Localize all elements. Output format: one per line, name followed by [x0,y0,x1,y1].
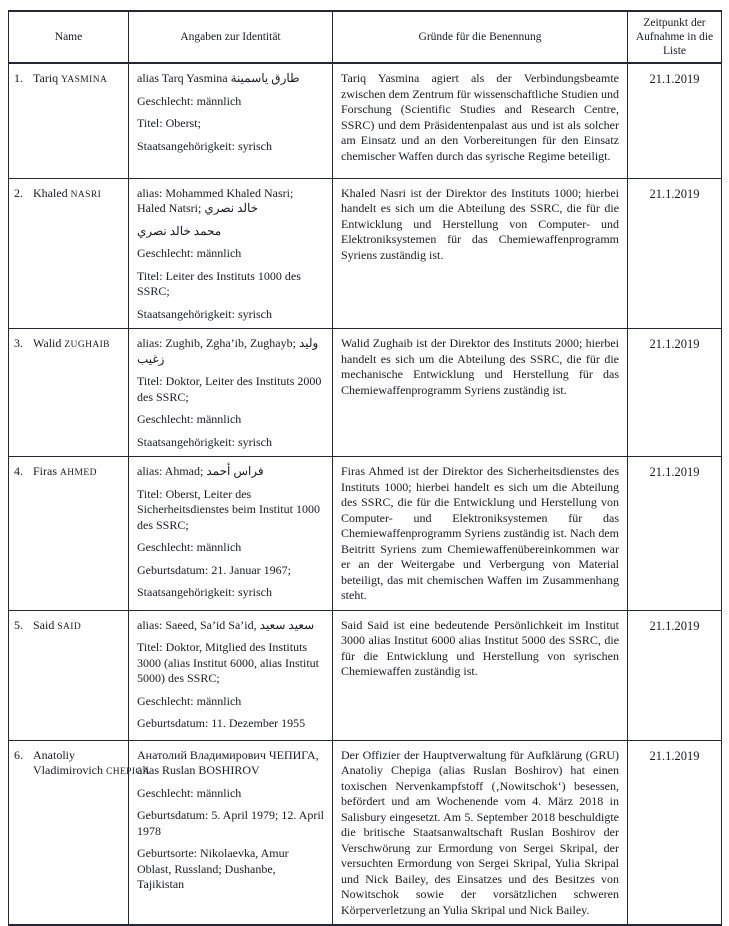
reasons-cell [333,329,628,457]
identity-line: Geschlecht: männlich [137,540,242,554]
identity-line: alias Tarq Yasmina طارق ياسمينة [137,71,300,85]
date-cell: 21.1.2019 [628,178,722,329]
identity-cell [129,329,333,457]
table-row [9,457,722,611]
identity-line: Staatsangehörigkeit: syrisch [137,434,272,449]
column-header-identity: Angaben zur Identität [129,11,333,63]
name-cell [9,610,129,740]
name-cell [9,740,150,925]
reasons-cell [333,610,628,740]
identity-line: alias: Saeed, Sa’id Sa’id, سعيد سعيد [137,617,315,632]
row-number: 1. [14,71,23,85]
reasons-text: Walid Zughaib ist der Direktor des Instituts 2000; hierbei handelt es sich um die Abteilung des SSRC, die für die mechanische Entwicklung und Herstellung für das Chemiewaffenprogramm Syriens zuständig ist. [341,336,619,397]
row-number: 5. [14,617,23,632]
name-cell [9,63,129,178]
date-cell: 21.1.2019 [628,63,722,178]
identity-cell [129,63,333,178]
identity-cell [129,178,333,329]
reasons-text: Der Offizier der Hauptverwaltung für Aufklärung (GRU) Anatoliy Chepiga (alias Ruslan Boshirov) hat einen toxischen Nervenkampfstoff (‚Nowitschok‘) besessen, befördert und am Wochenende vom 4. März 2018 in Salisbury eingesetzt. Am 5. September 2018 beschuldigte die britische Staatsanwaltschaft Ruslan Boshirov der Verschwörung zur Ermordung von Sergei Skripal, der versuchten Ermordung von Sergei Skripal, Yulia Skripal und Nick Bailey, des Einsatzes und des Besitzes von Nowitschok sowie der vorsätzlichen schweren Körperverletzung an Yulia Skripal und Nick Bailey. [341,747,619,917]
given-name: Firas [33,464,57,478]
person-name [33,336,122,354]
identity-line: Staatsangehörigkeit: syrisch [137,585,272,599]
identity-line: Geburtsorte: Nikolaevka, Amur Oblast, Russland; Dushanbe, Tajikistan [137,846,289,891]
identity-line: Titel: Doktor, Mitglied des Instituts 3000 (alias Institut 6000, alias Institut 5000) des SSRC; [137,640,319,685]
reasons-text: Tariq Yasmina agiert als der Verbindungsbeamte zwischen dem Zentrum für wissenschaftliche Studien und Forschung (Scientific Studies and Research Centre, SSRC) und dem Präsidentenpalast aus und ist als solcher am Einsatz und an den Vorbereitungen für den Einsatz chemischer Waffen durch das syrische Regime beteiligt. [341,71,619,163]
identity-cell [129,610,333,740]
identity-line: Titel: Doktor, Leiter des Instituts 2000 des SSRC; [137,374,322,404]
person-name [33,618,122,636]
identity-line: Geschlecht: männlich [137,693,242,708]
date-cell: 21.1.2019 [628,740,722,925]
identity-line: Geschlecht: männlich [137,93,242,108]
identity-cell [129,740,333,925]
table-row [9,740,722,925]
identity-line: alias: Zughib, Zgha’ib, Zughayb; وليد زغيب [137,336,319,366]
table-row [9,329,722,457]
surname: NASRI [70,189,102,200]
reasons-cell [333,63,628,178]
identity-line: Geschlecht: männlich [137,246,242,260]
identity-line: Titel: Oberst; [137,116,201,130]
person-name [33,464,122,482]
name-cell [9,457,129,611]
identity-line: Geburtsdatum: 5. April 1979; 12. April 1978 [137,808,324,838]
person-name [33,71,122,89]
reasons-cell [333,178,628,329]
identity-line: Geschlecht: männlich [137,785,242,800]
given-name: Said [33,617,55,632]
identity-cell [129,457,333,611]
given-name: Tariq [33,71,59,85]
surname: AHMED [60,468,97,478]
column-header-reasons: Gründe für die Benennung [333,11,628,63]
identity-line: Titel: Leiter des Instituts 1000 des SSRC; [137,268,301,298]
identity-line: Geburtsdatum: 11. Dezember 1955 [137,716,306,730]
identity-line: Анатолий Владимирович ЧЕПИГА, alias Ruslan BOSHIROV [137,747,319,777]
row-number: 6. [14,747,23,762]
identity-line: Geschlecht: männlich [137,412,242,426]
column-header-name: Name [9,11,129,63]
surname: ZUGHAIB [64,340,110,350]
identity-line: Titel: Oberst, Leiter des Sicherheitsdienstes beim Institut 1000 des SSRC; [137,486,320,532]
table-row [9,610,722,740]
name-cell [9,329,129,457]
given-name: Walid [33,336,62,350]
date-cell: 21.1.2019 [628,329,722,457]
given-name: Anatoliy Vladimirovich [33,747,103,777]
surname: CHEPIGA [105,767,150,777]
person-name [33,186,122,204]
column-header-listing-date: Zeitpunkt der Aufnahme in die Liste [628,11,722,63]
identity-line: محمد خالد نصري [137,223,222,238]
person-name [33,748,150,781]
name-cell [9,178,129,329]
reasons-cell [333,740,628,925]
row-number: 3. [14,336,23,350]
identity-line: Geburtsdatum: 21. Januar 1967; [137,562,291,577]
table-row [9,63,722,178]
table-row [9,178,722,329]
row-number: 4. [14,464,23,478]
identity-line: alias: Ahmad; فراس أحمد [137,464,264,478]
row-number: 2. [14,185,23,200]
identity-line: alias: Mohammed Khaled Nasri; Haled Natsri; خالد نصري [137,185,294,215]
surname: SAID [57,621,82,632]
date-cell: 21.1.2019 [628,457,722,611]
identity-line: Staatsangehörigkeit: syrisch [137,306,272,321]
reasons-cell [333,457,628,611]
reasons-text: Khaled Nasri ist der Direktor des Instituts 1000; hierbei handelt es sich um die Abteilung des SSRC, die für die Entwicklung und Herstellung von Computer- und Elektroniksystemen für das Chemiewaffenprogramm Syriens zuständig ist. [341,185,619,262]
reasons-text: Firas Ahmed ist der Direktor des Sicherheitsdienstes des Instituts 1000; hierbei handelt es sich um die Abteilung des SSRC, die für die Entwicklung und Herstellung von Computer- und Elektroniksystemen für das Chemiewaffenprogramm Syriens zuständig ist. Nach dem Beitritt Syriens zum Chemiewaffenübereinkommen war er an der Weitergabe und Verbergung von Material beteiligt, das mit chemischen Waffen im Zusammenhang steht. [341,464,619,602]
surname: YASMINA [61,75,108,85]
table-header-row [9,11,722,63]
given-name: Khaled [33,185,68,200]
date-cell: 21.1.2019 [628,610,722,740]
reasons-text: Said Said ist eine bedeutende Persönlichkeit im Institut 3000 alias Institut 6000 alias Institut 5000 des SSRC, die für die Entwicklung und Herstellung von syrischen Chemiewaffen zuständig ist. [341,617,619,678]
sanctions-table [8,10,722,926]
identity-line: Staatsangehörigkeit: syrisch [137,138,272,153]
